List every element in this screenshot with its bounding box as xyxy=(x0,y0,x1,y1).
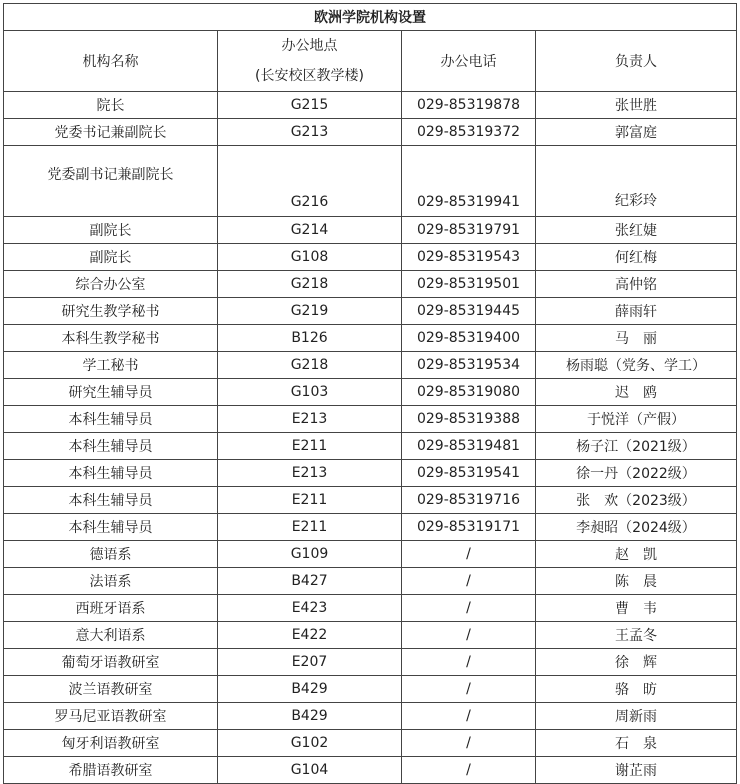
cell-phone: / xyxy=(402,568,536,595)
cell-person: 周新雨 xyxy=(536,703,737,730)
cell-phone: 029-85319716 xyxy=(402,487,536,514)
table-row xyxy=(4,541,737,568)
cell-name: 希腊语教研室 xyxy=(4,757,218,784)
cell-name: 副院长 xyxy=(4,244,218,271)
cell-name: 匈牙利语教研室 xyxy=(4,730,218,757)
cell-name: 本科生辅导员 xyxy=(4,514,218,541)
cell-name: 本科生辅导员 xyxy=(4,460,218,487)
table-row xyxy=(4,703,737,730)
cell-phone: / xyxy=(402,676,536,703)
cell-location: E213 xyxy=(218,460,402,487)
cell-location: E207 xyxy=(218,649,402,676)
cell-name: 院长 xyxy=(4,92,218,119)
cell-phone: 029-85319080 xyxy=(402,379,536,406)
cell-phone: / xyxy=(402,622,536,649)
cell-location: G218 xyxy=(218,271,402,298)
table-row xyxy=(4,595,737,622)
cell-location: E213 xyxy=(218,406,402,433)
cell-phone: 029-85319388 xyxy=(402,406,536,433)
cell-person: 迟 鸥 xyxy=(536,379,737,406)
cell-person: 石 泉 xyxy=(536,730,737,757)
table-row xyxy=(4,119,737,146)
table-row xyxy=(4,433,737,460)
header-location xyxy=(218,31,402,92)
cell-location: G109 xyxy=(218,541,402,568)
header-phone: 办公电话 xyxy=(402,31,536,92)
cell-person: 骆 昉 xyxy=(536,676,737,703)
cell-phone: 029-85319878 xyxy=(402,92,536,119)
cell-location: G219 xyxy=(218,298,402,325)
cell-phone: 029-85319372 xyxy=(402,119,536,146)
cell-location: B429 xyxy=(218,703,402,730)
cell-person: 何红梅 xyxy=(536,244,737,271)
cell-name: 本科生教学秘书 xyxy=(4,325,218,352)
table-row xyxy=(4,298,737,325)
cell-location: G216 xyxy=(218,146,402,217)
cell-name: 波兰语教研室 xyxy=(4,676,218,703)
cell-phone: / xyxy=(402,541,536,568)
cell-person: 赵 凯 xyxy=(536,541,737,568)
cell-name: 本科生辅导员 xyxy=(4,433,218,460)
cell-phone: / xyxy=(402,730,536,757)
cell-person: 陈 晨 xyxy=(536,568,737,595)
cell-name: 党委副书记兼副院长 xyxy=(4,146,218,217)
header-person: 负责人 xyxy=(536,31,737,92)
cell-person: 王孟冬 xyxy=(536,622,737,649)
cell-phone: / xyxy=(402,595,536,622)
cell-person: 纪彩玲 xyxy=(536,146,737,217)
cell-person: 曹 韦 xyxy=(536,595,737,622)
cell-phone: 029-85319481 xyxy=(402,433,536,460)
cell-location: B126 xyxy=(218,325,402,352)
cell-location: G102 xyxy=(218,730,402,757)
cell-person: 马 丽 xyxy=(536,325,737,352)
cell-person: 张 欢（2023级） xyxy=(536,487,737,514)
table-row xyxy=(4,730,737,757)
header-name: 机构名称 xyxy=(4,31,218,92)
cell-location: G213 xyxy=(218,119,402,146)
cell-location: G104 xyxy=(218,757,402,784)
cell-name: 党委书记兼副院长 xyxy=(4,119,218,146)
cell-phone: 029-85319543 xyxy=(402,244,536,271)
cell-location: G214 xyxy=(218,217,402,244)
cell-person: 徐 辉 xyxy=(536,649,737,676)
cell-name: 罗马尼亚语教研室 xyxy=(4,703,218,730)
cell-name: 葡萄牙语教研室 xyxy=(4,649,218,676)
cell-person: 徐一丹（2022级） xyxy=(536,460,737,487)
cell-location: B429 xyxy=(218,676,402,703)
cell-phone: 029-85319445 xyxy=(402,298,536,325)
cell-name: 研究生教学秘书 xyxy=(4,298,218,325)
table-row xyxy=(4,325,737,352)
table-row xyxy=(4,487,737,514)
table-row xyxy=(4,460,737,487)
cell-phone: / xyxy=(402,649,536,676)
table-row xyxy=(4,406,737,433)
table-row xyxy=(4,244,737,271)
table-row xyxy=(4,622,737,649)
cell-person: 张红婕 xyxy=(536,217,737,244)
cell-person: 李昶昭（2024级） xyxy=(536,514,737,541)
cell-phone: / xyxy=(402,703,536,730)
table-row xyxy=(4,271,737,298)
cell-name: 综合办公室 xyxy=(4,271,218,298)
table-row xyxy=(4,568,737,595)
cell-location: G218 xyxy=(218,352,402,379)
cell-name: 研究生辅导员 xyxy=(4,379,218,406)
cell-person: 杨雨聪（党务、学工） xyxy=(536,352,737,379)
cell-phone: 029-85319791 xyxy=(402,217,536,244)
table-row xyxy=(4,379,737,406)
cell-name: 法语系 xyxy=(4,568,218,595)
cell-location: G103 xyxy=(218,379,402,406)
cell-location: G108 xyxy=(218,244,402,271)
cell-person: 高仲铭 xyxy=(536,271,737,298)
cell-location: E211 xyxy=(218,514,402,541)
cell-phone: 029-85319501 xyxy=(402,271,536,298)
table-row xyxy=(4,146,737,217)
table-title: 欧洲学院机构设置 xyxy=(4,4,737,31)
cell-location: G215 xyxy=(218,92,402,119)
cell-name: 意大利语系 xyxy=(4,622,218,649)
cell-name: 学工秘书 xyxy=(4,352,218,379)
table-row xyxy=(4,676,737,703)
table-row xyxy=(4,217,737,244)
cell-location: E422 xyxy=(218,622,402,649)
cell-name: 本科生辅导员 xyxy=(4,406,218,433)
org-table xyxy=(3,3,737,784)
table-row xyxy=(4,92,737,119)
cell-person: 于悦洋（产假） xyxy=(536,406,737,433)
title-row xyxy=(4,4,737,31)
table-row xyxy=(4,649,737,676)
cell-person: 郭富庭 xyxy=(536,119,737,146)
cell-location: E423 xyxy=(218,595,402,622)
header-row xyxy=(4,31,737,92)
cell-person: 薛雨轩 xyxy=(536,298,737,325)
cell-person: 杨子江（2021级） xyxy=(536,433,737,460)
cell-location: E211 xyxy=(218,487,402,514)
cell-phone: 029-85319534 xyxy=(402,352,536,379)
cell-name: 副院长 xyxy=(4,217,218,244)
table-row xyxy=(4,514,737,541)
cell-phone: 029-85319400 xyxy=(402,325,536,352)
table-row xyxy=(4,757,737,784)
cell-phone: 029-85319171 xyxy=(402,514,536,541)
cell-phone: / xyxy=(402,757,536,784)
cell-location: B427 xyxy=(218,568,402,595)
cell-name: 德语系 xyxy=(4,541,218,568)
cell-name: 本科生辅导员 xyxy=(4,487,218,514)
cell-phone: 029-85319941 xyxy=(402,146,536,217)
cell-location: E211 xyxy=(218,433,402,460)
header-location-line1: 办公地点 xyxy=(281,38,338,54)
cell-person: 谢芷雨 xyxy=(536,757,737,784)
cell-person: 张世胜 xyxy=(536,92,737,119)
cell-phone: 029-85319541 xyxy=(402,460,536,487)
cell-name: 西班牙语系 xyxy=(4,595,218,622)
table-row xyxy=(4,352,737,379)
header-location-line2: (长安校区教学楼) xyxy=(255,68,364,84)
